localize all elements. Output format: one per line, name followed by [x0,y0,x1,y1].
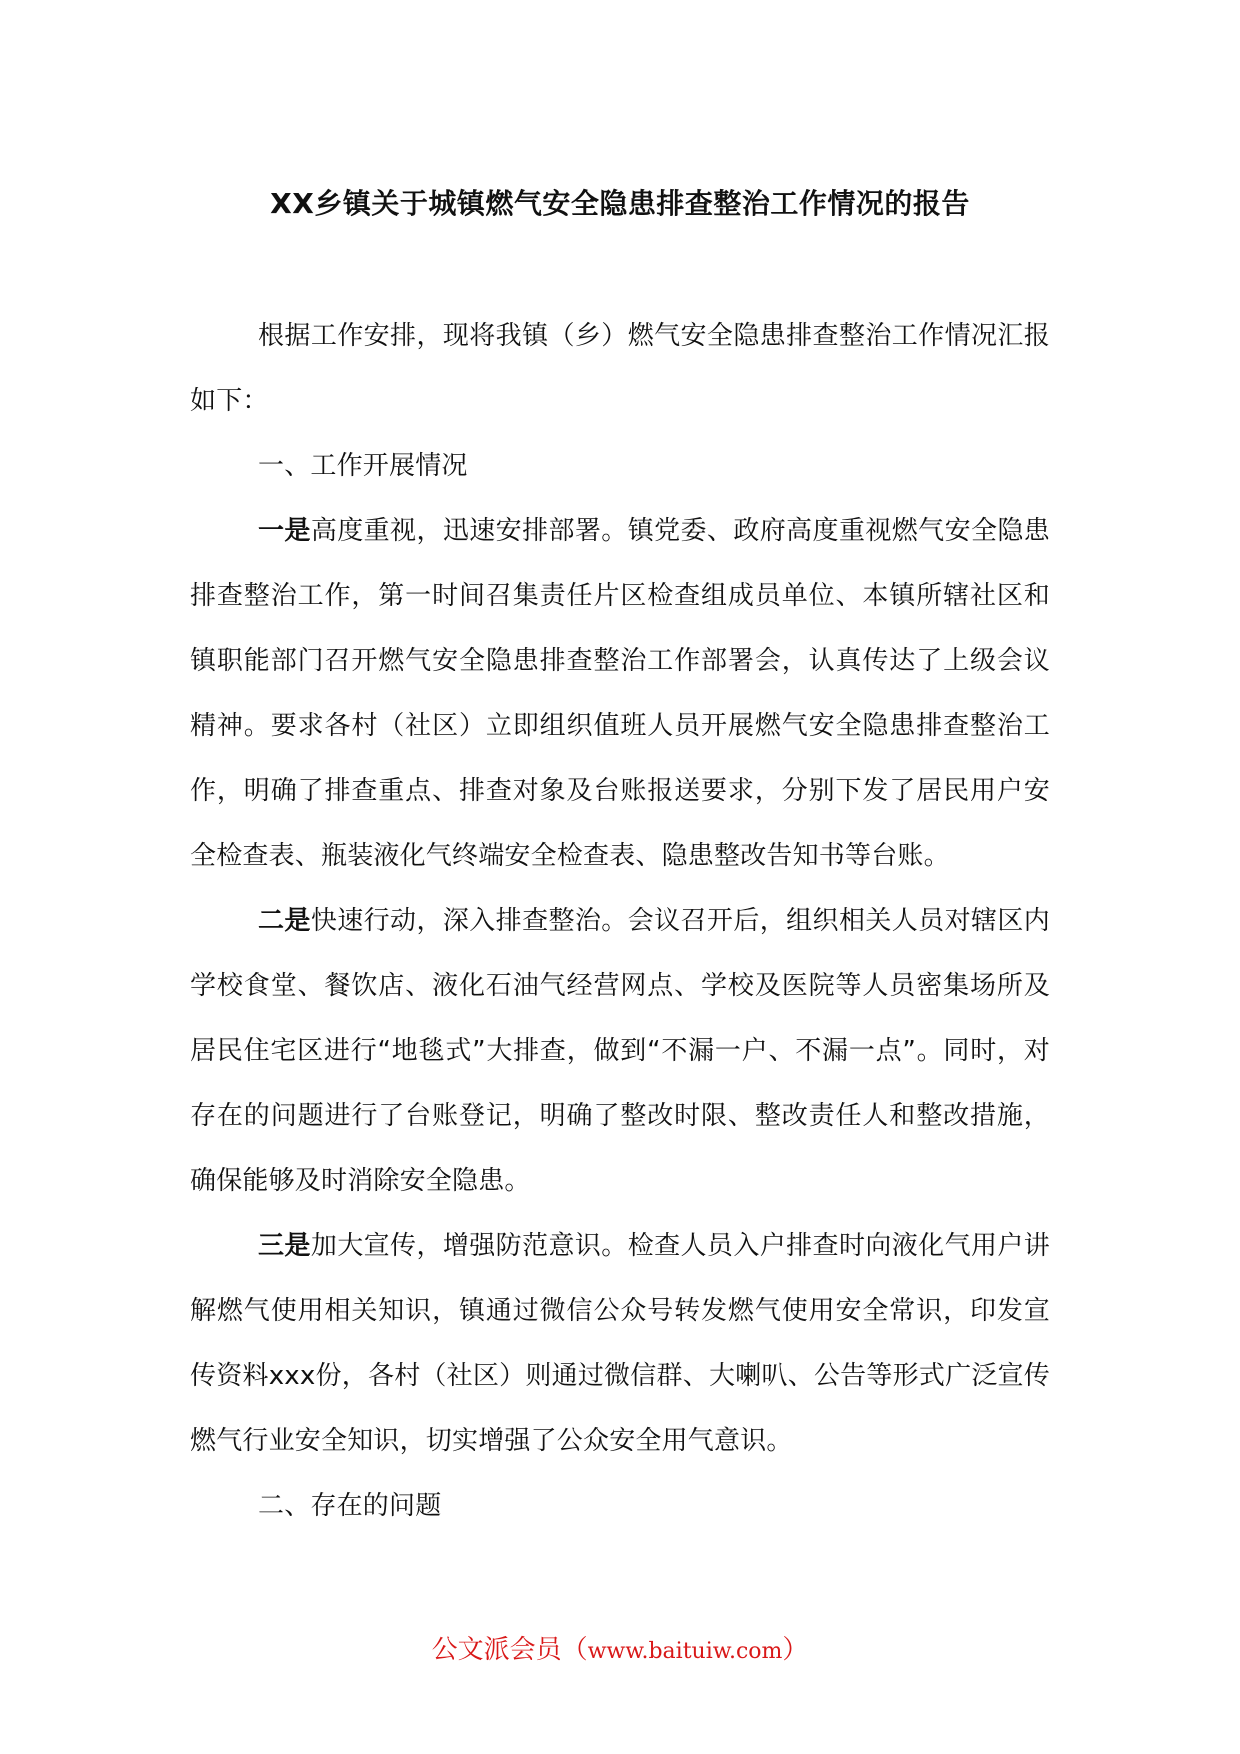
item-lead-1: 一是 [258,516,311,546]
section-heading-work: 一、工作开展情况 [258,451,468,481]
item-text-3: 加大宣传，增强防范意识。检查人员入户排查时向液化气用户讲解燃气使用相关知识，镇通过微信公众号转发燃气使用安全常识，印发宣传资料xxx份，各村（社区）则通过微信群、大喇叭、公告等形式广泛宣传燃气行业安全知识，切实增强了公众安全用气意识。 [190,1231,1051,1456]
item-lead-3: 三是 [258,1231,311,1261]
section-heading-problems: 二、存在的问题 [258,1491,442,1521]
item-lead-2: 二是 [258,906,311,936]
item-paragraph-1 [190,499,1050,889]
document-body [190,304,1050,1539]
item-paragraph-3 [190,1214,1050,1474]
item-text-2: 快速行动，深入排查整治。会议召开后，组织相关人员对辖区内学校食堂、餐饮店、液化石油气经营网点、学校及医院等人员密集场所及居民住宅区进行“地毯式”大排查，做到“不漏一户、不漏一点”。同时，对存在的问题进行了台账登记，明确了整改时限、整改责任人和整改措施，确保能够及时消除安全隐患。 [190,906,1051,1196]
item-text-1: 高度重视，迅速安排部署。镇党委、政府高度重视燃气安全隐患排查整治工作，第一时间召集责任片区检查组成员单位、本镇所辖社区和镇职能部门召开燃气安全隐患排查整治工作部署会，认真传达了上级会议精神。要求各村（社区）立即组织值班人员开展燃气安全隐患排查整治工作，明确了排查重点、排查对象及台账报送要求，分别下发了居民用户安全检查表、瓶装液化气终端安全检查表、隐患整改告知书等台账。 [190,516,1051,871]
item-paragraph-2 [190,889,1050,1214]
footer-label: 公文派会员（ [431,1635,588,1665]
footer-watermark [0,1630,1240,1672]
document-title: XX乡镇关于城镇燃气安全隐患排查整治工作情况的报告 [270,187,970,220]
intro-paragraph: 根据工作安排，现将我镇（乡）燃气安全隐患排查整治工作情况汇报如下： [190,321,1050,416]
footer-close: ） [782,1635,809,1665]
footer-url: www.baituiw.com [587,1639,783,1664]
